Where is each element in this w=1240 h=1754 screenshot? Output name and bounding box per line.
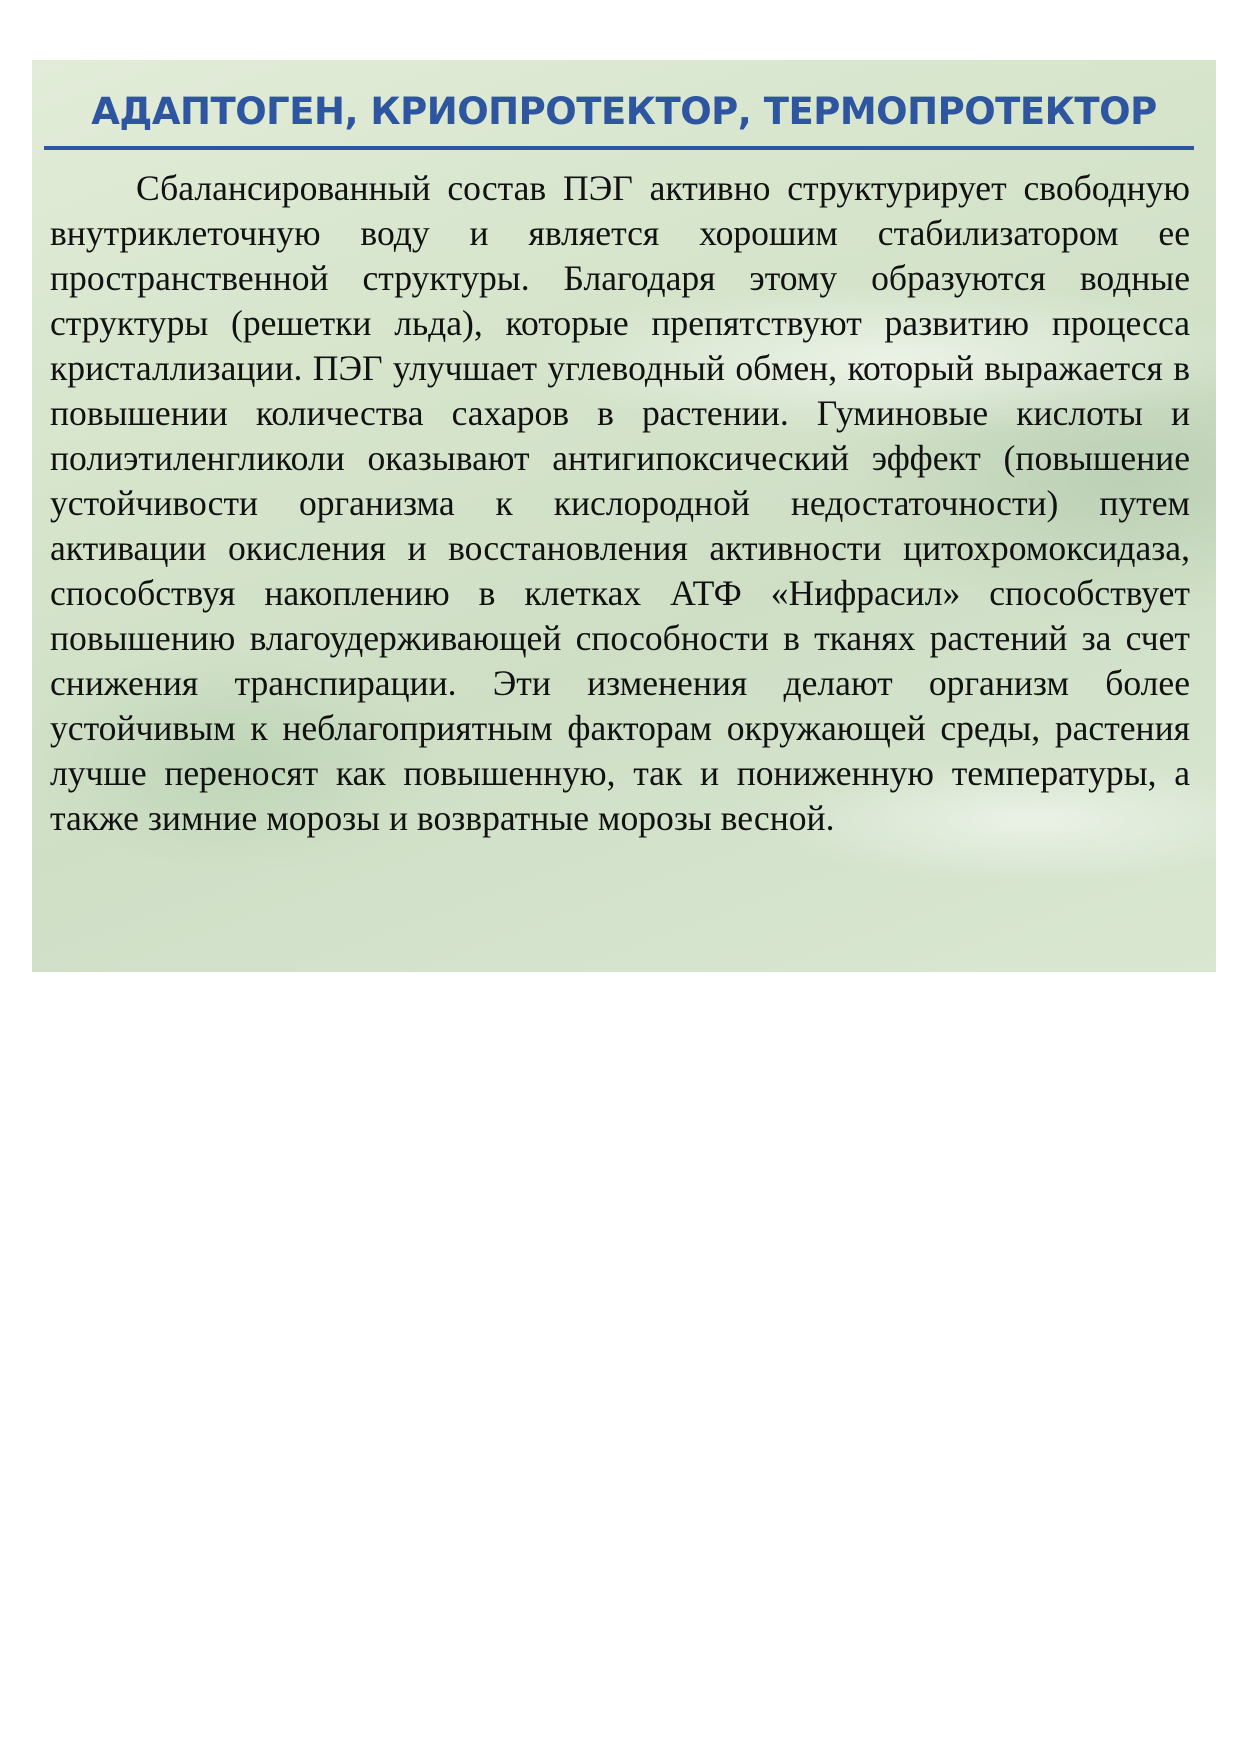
body-paragraph: Сбалансированный состав ПЭГ активно структурирует свободную внутриклеточную воду и является хорошим стабилизатором ее пространственной структуры. Благодаря этому образуются водные структуры (решетки льда), которые препятствуют развитию процесса кристаллизации. ПЭГ улучшает углеводный обмен, который выражается в повышении количества сахаров в растении. Гуминовые кислоты и полиэтиленгликоли оказывают антигипоксический эффект (повышение устойчивости организма к кислородной недостаточности) путем активации окисления и восстановления активности цитохромоксидаза, способствуя накоплению в клетках АТФ «Нифрасил» способствует повышению влагоудерживающей способности в тканях растений за счет снижения транспирации. Эти изменения делают организм более устойчивым к неблагоприятным факторам окружающей среды, растения лучше переносят как повышенную, так и пониженную температуры, а также зимние морозы и возвратные морозы весной. [50, 168, 1190, 838]
title-underline [44, 146, 1194, 150]
slide-panel [32, 60, 1216, 972]
slide-title: АДАПТОГЕН, КРИОПРОТЕКТОР, ТЕРМОПРОТЕКТОР [91, 90, 1157, 133]
